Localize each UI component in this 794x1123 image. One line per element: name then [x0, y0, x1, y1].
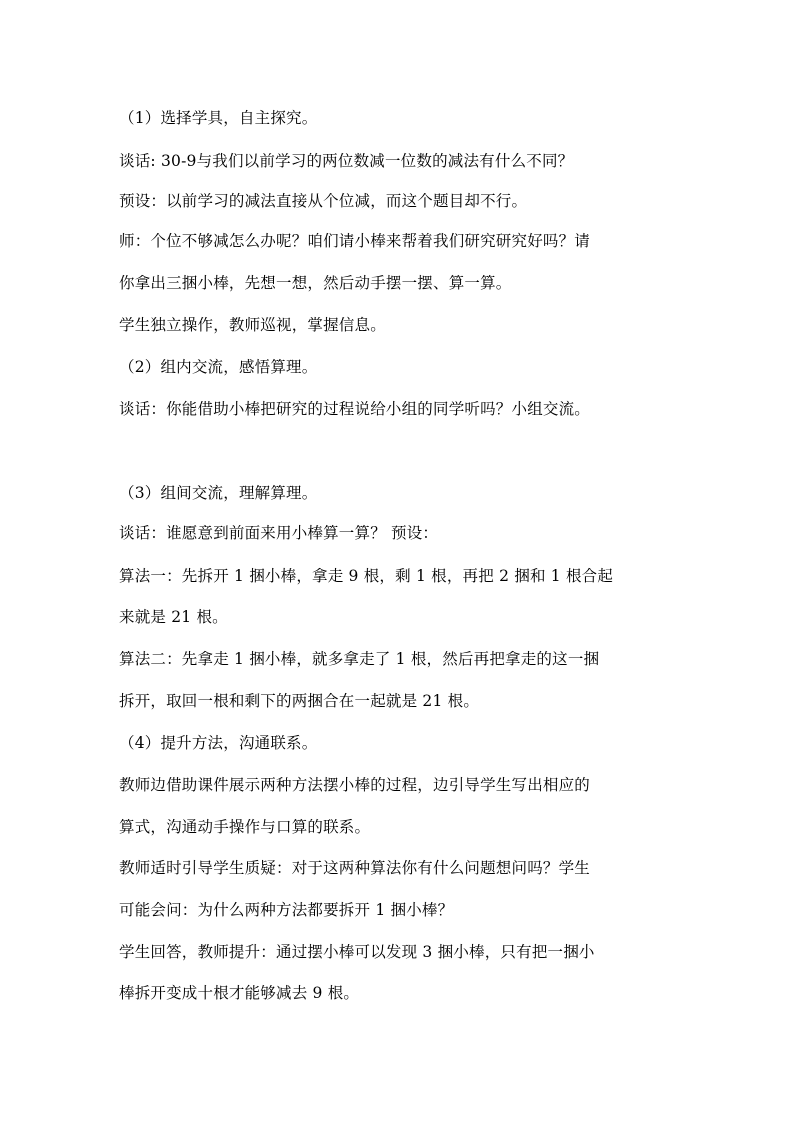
paragraph-line: 师：个位不够减怎么办呢？咱们请小棒来帮着我们研究研究好吗？请 — [119, 232, 591, 250]
paragraph-line: 棒拆开变成十根才能够减去 9 根。 — [119, 984, 360, 1002]
section-heading-3: （3）组间交流，理解算理。 — [119, 484, 318, 502]
paragraph-line: 算法一：先拆开 1 捆小棒，拿走 9 根，剩 1 根，再把 2 捆和 1 根合起 — [119, 567, 614, 585]
section-heading-1: （1）选择学具，自主探究。 — [119, 109, 318, 127]
paragraph-line: 可能会问：为什么两种方法都要拆开 1 捆小棒？ — [119, 901, 454, 919]
paragraph-line: 教师适时引导学生质疑：对于这两种算法你有什么问题想问吗？学生 — [119, 859, 591, 877]
paragraph-line: 教师边借助课件展示两种方法摆小棒的过程，边引导学生写出相应的 — [119, 776, 591, 794]
paragraph-line: 来就是 21 根。 — [119, 608, 228, 626]
paragraph-line: 你拿出三捆小棒，先想一想，然后动手摆一摆、算一算。 — [119, 274, 512, 292]
paragraph-line: 算式，沟通动手操作与口算的联系。 — [119, 818, 371, 836]
paragraph-line: 预设：以前学习的减法直接从个位减，而这个题目却不行。 — [119, 192, 528, 210]
paragraph-line: 拆开，取回一根和剩下的两捆合在一起就是 21 根。 — [119, 692, 480, 710]
paragraph-line: 学生独立操作，教师巡视，掌握信息。 — [119, 316, 386, 334]
paragraph-line: 学生回答，教师提升：通过摆小棒可以发现 3 捆小棒，只有把一捆小 — [119, 943, 595, 961]
section-heading-4: （4）提升方法，沟通联系。 — [119, 734, 318, 752]
paragraph-line: 算法二：先拿走 1 捆小棒，就多拿走了 1 根，然后再把拿走的这一捆 — [119, 650, 600, 668]
paragraph-line: 谈话：你能借助小棒把研究的过程说给小组的同学听吗？小组交流。 — [119, 400, 591, 418]
paragraph-line: 谈话: 30-9与我们以前学习的两位数减一位数的减法有什么不同？ — [119, 152, 574, 170]
paragraph-line: 谈话：谁愿意到前面来用小棒算一算？ 预设： — [119, 524, 439, 542]
section-heading-2: （2）组内交流，感悟算理。 — [119, 358, 318, 376]
